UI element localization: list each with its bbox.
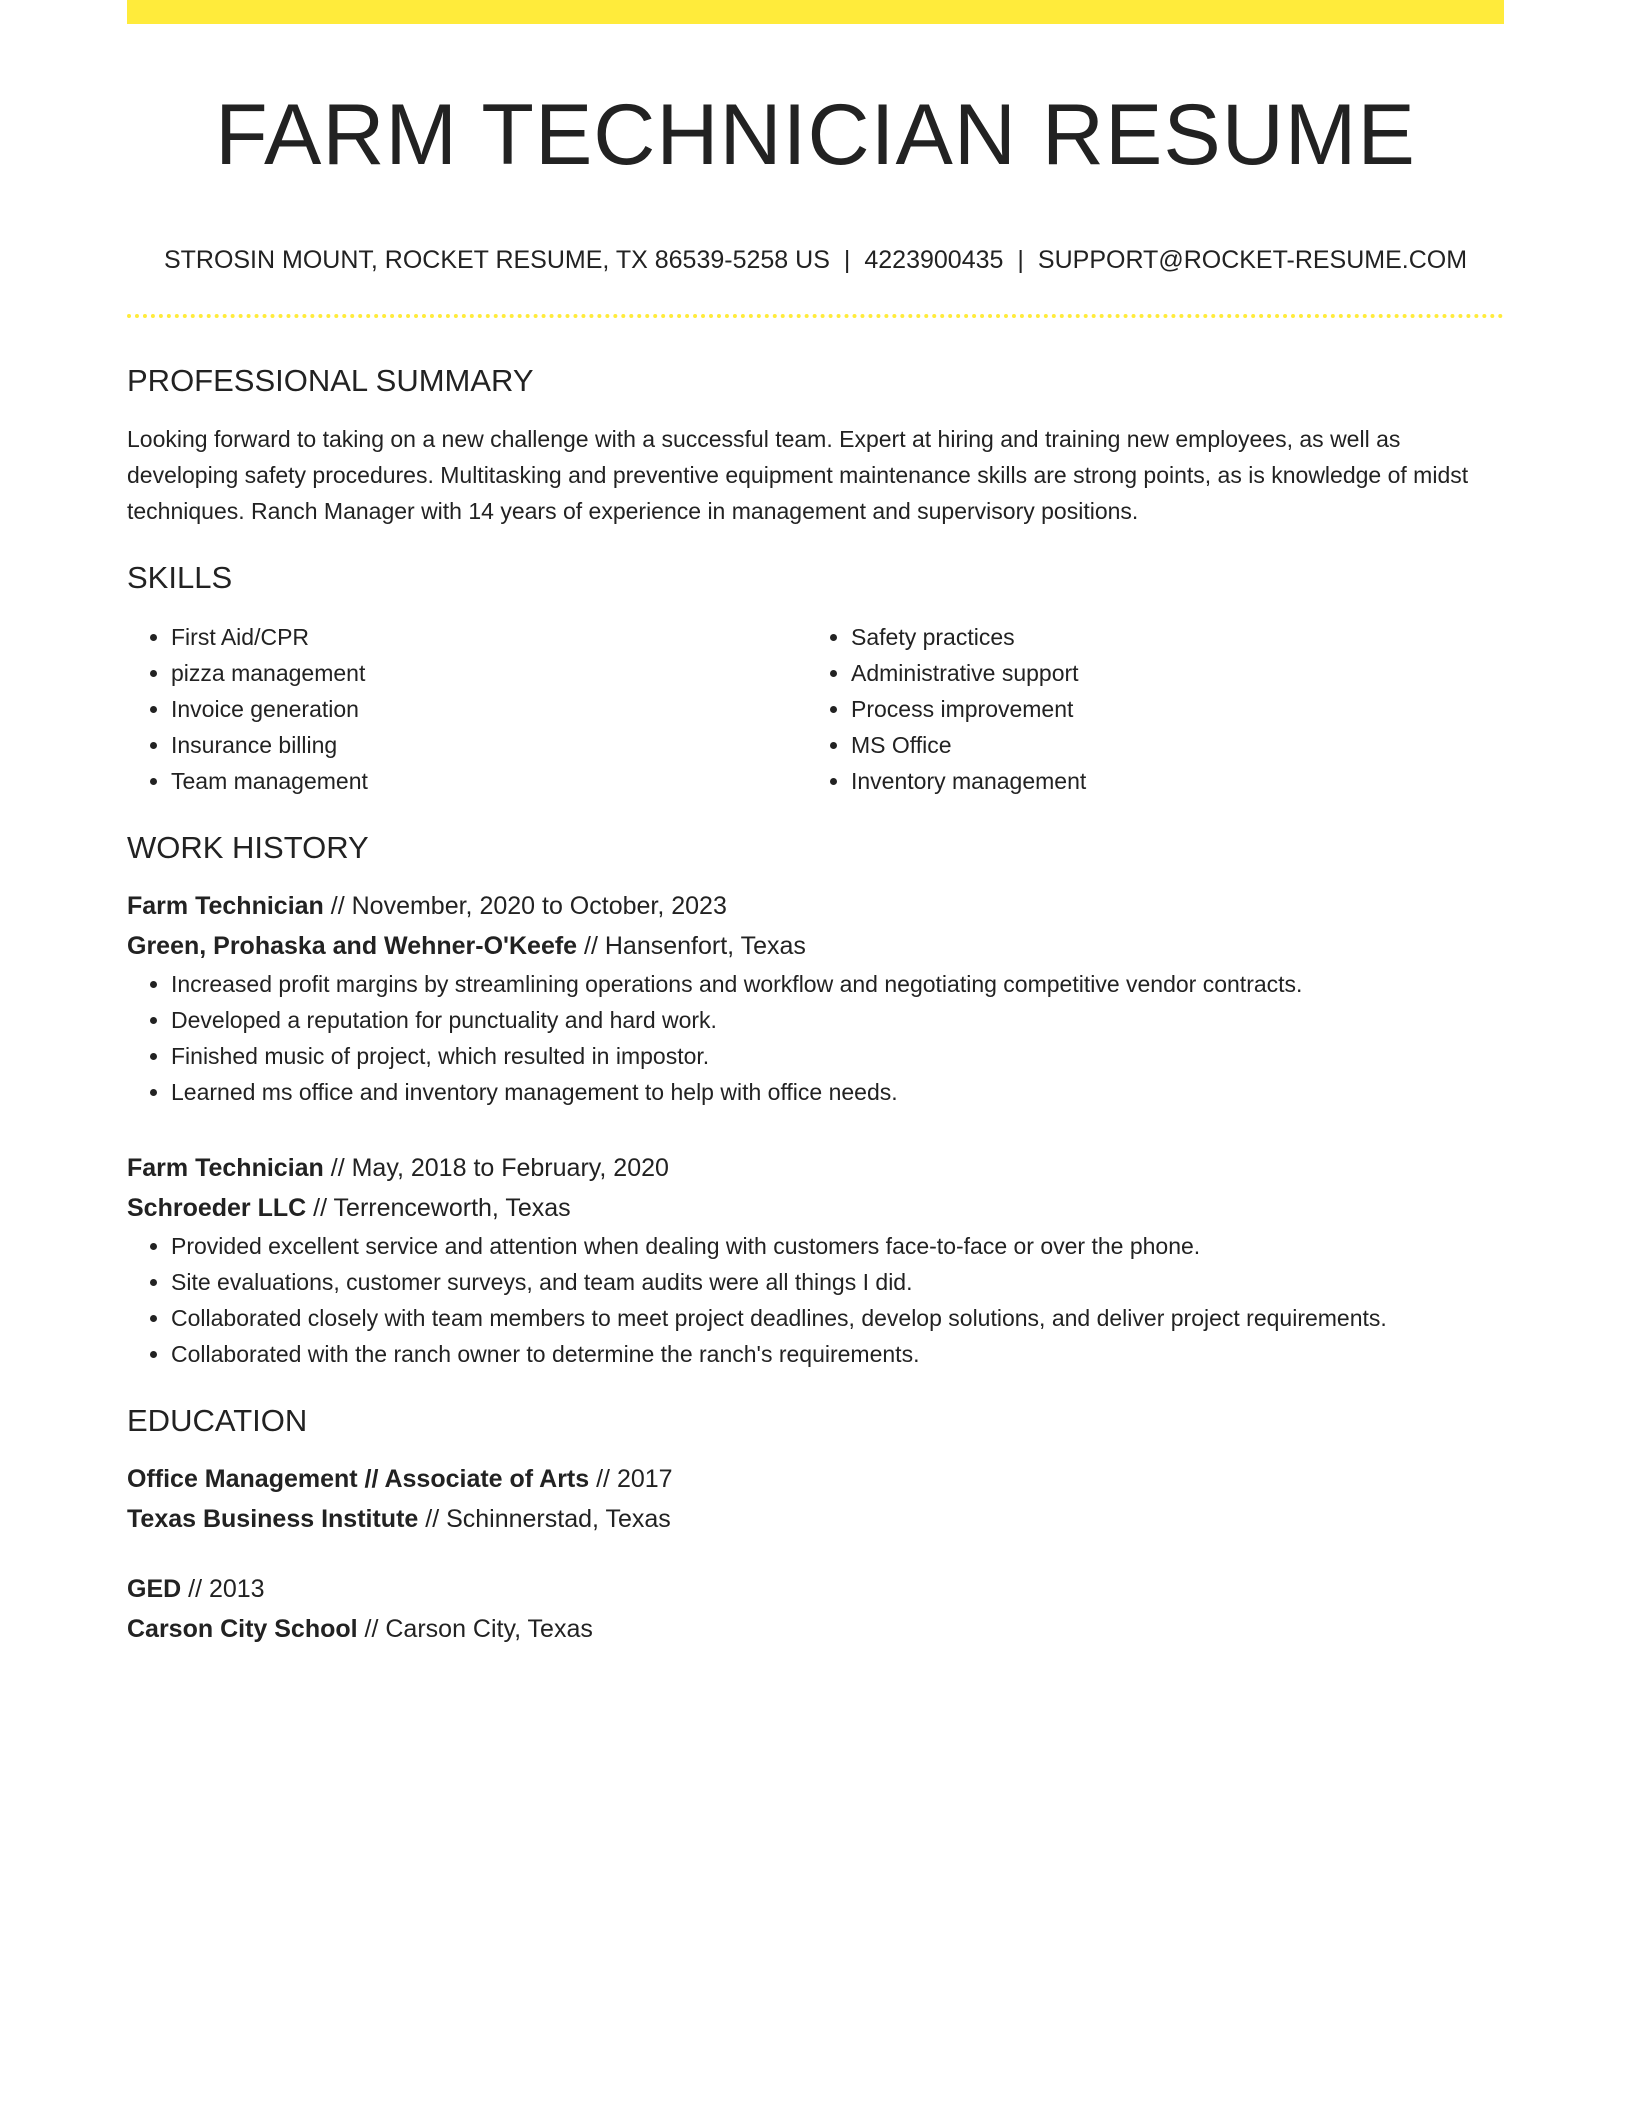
skills-grid bbox=[127, 619, 1504, 799]
job-role-line bbox=[127, 886, 1504, 926]
skill-item: • MS Office bbox=[851, 727, 1487, 763]
edu-year: // 2017 bbox=[589, 1464, 673, 1493]
dotted-divider bbox=[127, 314, 1504, 318]
skills-left-column bbox=[127, 619, 807, 799]
skill-item: • pizza management bbox=[171, 655, 807, 691]
job-bullet: • Site evaluations, customer surveys, and team audits were all things I did. bbox=[171, 1264, 1504, 1300]
edu-degree-line bbox=[127, 1569, 1504, 1609]
job-bullets bbox=[127, 966, 1504, 1110]
job-location: // Hansenfort, Texas bbox=[577, 931, 806, 960]
skill-item: • Insurance billing bbox=[171, 727, 807, 763]
job-bullet: • Increased profit margins by streamlining operations and workflow and negotiating competitive vendor contracts. bbox=[171, 966, 1504, 1002]
edu-school: Carson City School bbox=[127, 1614, 358, 1643]
job-bullet: • Developed a reputation for punctuality and hard work. bbox=[171, 1002, 1504, 1038]
job-role: Farm Technician bbox=[127, 1153, 324, 1182]
skills-right-column bbox=[807, 619, 1487, 799]
job-bullet: • Collaborated closely with team members to meet project deadlines, develop solutions, and deliver project requirements. bbox=[171, 1300, 1504, 1336]
job-dates: // May, 2018 to February, 2020 bbox=[323, 1153, 669, 1182]
contact-address: STROSIN MOUNT, ROCKET RESUME, TX 86539-5258 US bbox=[163, 246, 830, 275]
work-history-heading: WORK HISTORY bbox=[127, 829, 369, 865]
job-company: Schroeder LLC bbox=[127, 1193, 307, 1222]
job-dates: // November, 2020 to October, 2023 bbox=[323, 891, 727, 920]
job-bullets bbox=[127, 1228, 1504, 1372]
contact-email: SUPPORT@ROCKET-RESUME.COM bbox=[1037, 246, 1468, 275]
edu-location: // Carson City, Texas bbox=[357, 1614, 593, 1643]
job-company: Green, Prohaska and Wehner-O'Keefe bbox=[127, 931, 578, 960]
edu-school-line bbox=[127, 1609, 1504, 1649]
job-entry bbox=[127, 1148, 1504, 1372]
job-entry bbox=[127, 886, 1504, 1110]
skills-heading: SKILLS bbox=[127, 560, 233, 596]
contact-separator: | bbox=[1017, 246, 1024, 275]
top-accent-bar bbox=[127, 0, 1504, 24]
job-bullet: • Collaborated with the ranch owner to determine the ranch's requirements. bbox=[171, 1336, 1504, 1372]
education-heading: EDUCATION bbox=[127, 1402, 308, 1438]
skill-item: • Invoice generation bbox=[171, 691, 807, 727]
skill-item: • First Aid/CPR bbox=[171, 619, 807, 655]
edu-school: Texas Business Institute bbox=[127, 1504, 419, 1533]
skill-item: • Process improvement bbox=[851, 691, 1487, 727]
job-bullet: • Finished music of project, which resulted in impostor. bbox=[171, 1038, 1504, 1074]
edu-year: // 2013 bbox=[181, 1574, 265, 1603]
edu-school-line bbox=[127, 1499, 1504, 1539]
education-entry bbox=[127, 1459, 1504, 1539]
edu-degree: GED bbox=[127, 1574, 182, 1603]
skill-item: • Team management bbox=[171, 763, 807, 799]
resume-page bbox=[127, 0, 1504, 1649]
edu-location: // Schinnerstad, Texas bbox=[418, 1504, 671, 1533]
job-bullet: • Learned ms office and inventory management to help with office needs. bbox=[171, 1074, 1504, 1110]
job-location: // Terrenceworth, Texas bbox=[306, 1193, 571, 1222]
skill-item: • Administrative support bbox=[851, 655, 1487, 691]
edu-degree: Office Management // Associate of Arts bbox=[127, 1464, 590, 1493]
education-entry bbox=[127, 1569, 1504, 1649]
summary-text: Looking forward to taking on a new challenge with a successful team. Expert at hiring and training new employees, as well as developing safety procedures. Multitasking and preventive equipment maintenance skills are strong points, as is knowledge of midst techniques. Ranch Manager with 14 years of experience in management and supervisory positions. bbox=[127, 426, 1469, 525]
job-company-line bbox=[127, 926, 1504, 966]
job-role: Farm Technician bbox=[127, 891, 324, 920]
skill-item: • Safety practices bbox=[851, 619, 1487, 655]
contact-line bbox=[127, 245, 1504, 275]
edu-degree-line bbox=[127, 1459, 1504, 1499]
contact-separator: | bbox=[843, 246, 851, 275]
job-bullet: • Provided excellent service and attention when dealing with customers face-to-face or over the phone. bbox=[171, 1228, 1504, 1264]
resume-title: FARM TECHNICIAN RESUME bbox=[215, 87, 1416, 183]
job-company-line bbox=[127, 1188, 1504, 1228]
job-role-line bbox=[127, 1148, 1504, 1188]
skill-item: • Inventory management bbox=[851, 763, 1487, 799]
contact-phone: 4223900435 bbox=[864, 246, 1004, 275]
summary-heading: PROFESSIONAL SUMMARY bbox=[127, 363, 534, 399]
